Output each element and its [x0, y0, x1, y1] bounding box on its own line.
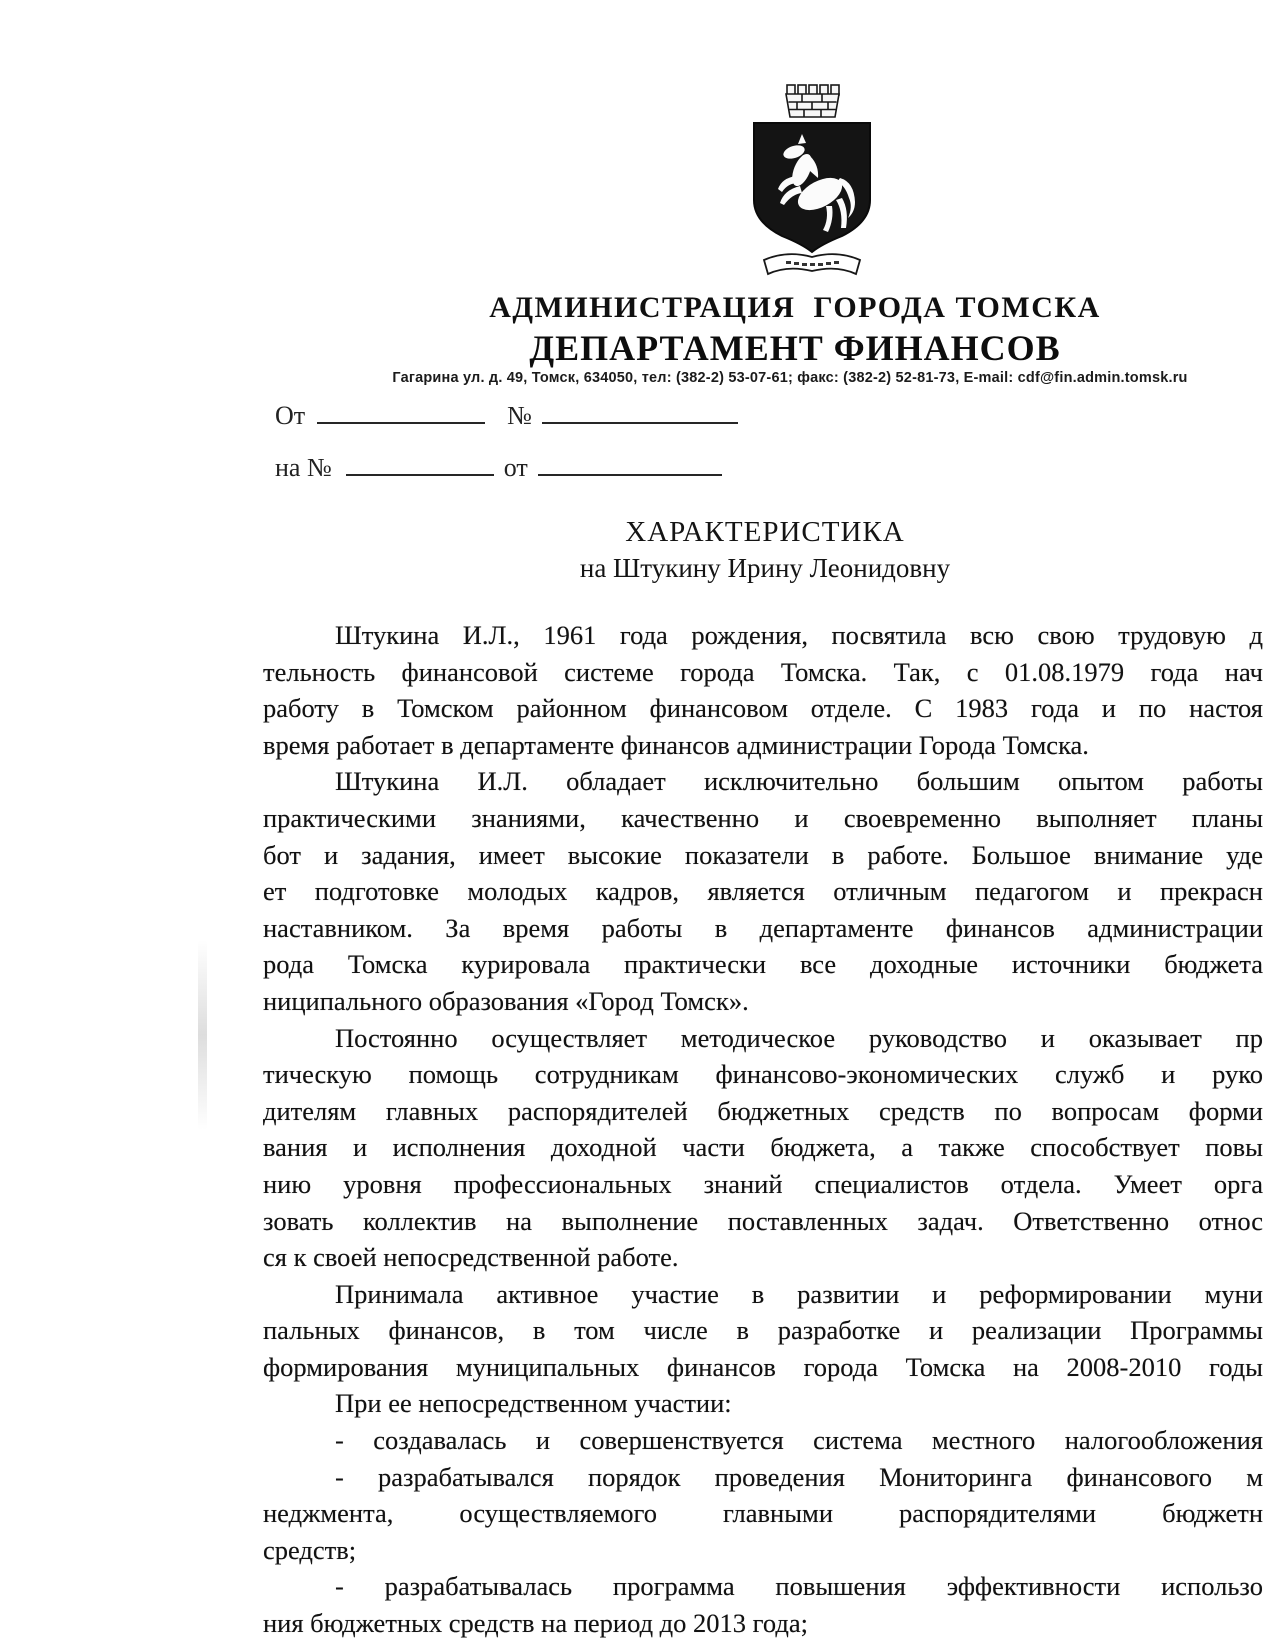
tomsk-coat-of-arms-icon — [742, 82, 882, 282]
body-line: практическими знаниями, качественно и своевременно выполняет планы — [263, 802, 1263, 833]
body-line: бот и задания, имеет высокие показатели в работе. Большое внимание уде — [263, 839, 1263, 870]
reply-number-blank-line — [346, 450, 494, 476]
body-line: формирования муниципальных финансов города Томска на 2008-2010 годы — [263, 1351, 1263, 1382]
body-line: средств; — [263, 1534, 357, 1565]
scan-artifact — [198, 940, 207, 1130]
from-blank-line — [317, 398, 485, 424]
doc-subtitle: на Штукину Ирину Леонидовну — [579, 553, 951, 583]
from-label: От — [275, 401, 306, 430]
body-line: вания и исполнения доходной части бюджета, а также способствует повы — [263, 1132, 1263, 1163]
body-line: дителям главных распорядителей бюджетных средств по вопросам форми — [263, 1095, 1263, 1126]
body-line: работу в Томском районном финансовом отделе. С 1983 года и по настоя — [263, 693, 1263, 724]
body-line: тельность финансовой системе города Томска. Так, с 01.08.1979 года нач — [263, 656, 1263, 687]
body-line: Штукина И.Л., 1961 года рождения, посвятила всю свою трудовую д — [335, 620, 1263, 650]
body-line: Штукина И.Л. обладает исключительно большим опытом работы — [335, 766, 1263, 797]
body-line: Постоянно осуществляет методическое руководство и оказывает пр — [335, 1022, 1263, 1053]
body-line: рода Томска курировала практически все доходные источники бюджета — [263, 949, 1263, 980]
body-line: ся к своей непосредственной работе. — [263, 1242, 679, 1273]
number-label: № — [507, 401, 532, 430]
body-line: - создавалась и совершенствуется система местного налогообложения — [335, 1425, 1263, 1456]
body-line: тическую помощь сотрудникам финансово-экономических служб и руко — [263, 1059, 1263, 1090]
body-line: Принимала активное участие в развитии и реформировании муни — [335, 1278, 1263, 1309]
body-line: - разрабатывался порядок проведения Мониторинга финансового м — [335, 1461, 1263, 1492]
mural-crown-icon — [786, 85, 839, 117]
body-line: ет подготовке молодых кадров, является отличным педагогом и прекрасн — [263, 876, 1263, 907]
body-line: При ее непосредственном участии: — [335, 1388, 732, 1419]
org-name-administration: АДМИНИСТРАЦИЯ ГОРОДА ТОМСКА — [489, 291, 1101, 324]
body-line: зовать коллектив на выполнение поставленных задач. Ответственно относ — [263, 1205, 1263, 1236]
reply-number-label: на № — [275, 453, 332, 482]
doc-title: ХАРАКТЕРИСТИКА — [625, 516, 905, 548]
body-line: нию уровня профессиональных знаний специалистов отдела. Умеет орга — [263, 1168, 1263, 1199]
org-contact-line: Гагарина ул. д. 49, Томск, 634050, тел: (382-2) 53-07-61; факс: (382-2) 52-81-73, E-mail: cdf@fin.admin.tomsk.ru — [392, 370, 1188, 386]
reference-row-incoming — [275, 450, 722, 483]
body-line: время работает в департаменте финансов администрации Города Томска. — [263, 729, 1089, 760]
body-line: - разрабатывалась программа повышения эффективности использо — [335, 1571, 1263, 1602]
org-name-department: ДЕПАРТАМЕНТ ФИНАНСОВ — [529, 328, 1061, 368]
number-blank-line — [542, 398, 738, 424]
body-text — [263, 617, 1263, 1642]
motto-ribbon-icon — [764, 254, 860, 274]
reply-date-label: от — [503, 453, 528, 482]
body-line: неджмента, осуществляемого главными распорядителями бюджетн — [263, 1498, 1263, 1529]
body-line: ния бюджетных средств на период до 2013 года; — [263, 1608, 808, 1639]
body-line: пальных финансов, в том числе в разработке и реализации Программы — [263, 1315, 1263, 1346]
body-line: наставником. За время работы в департаменте финансов администрации — [263, 912, 1263, 943]
reply-date-blank-line — [538, 450, 722, 476]
reference-row-outgoing — [275, 398, 738, 431]
body-line: ниципального образования «Город Томск». — [263, 985, 749, 1016]
